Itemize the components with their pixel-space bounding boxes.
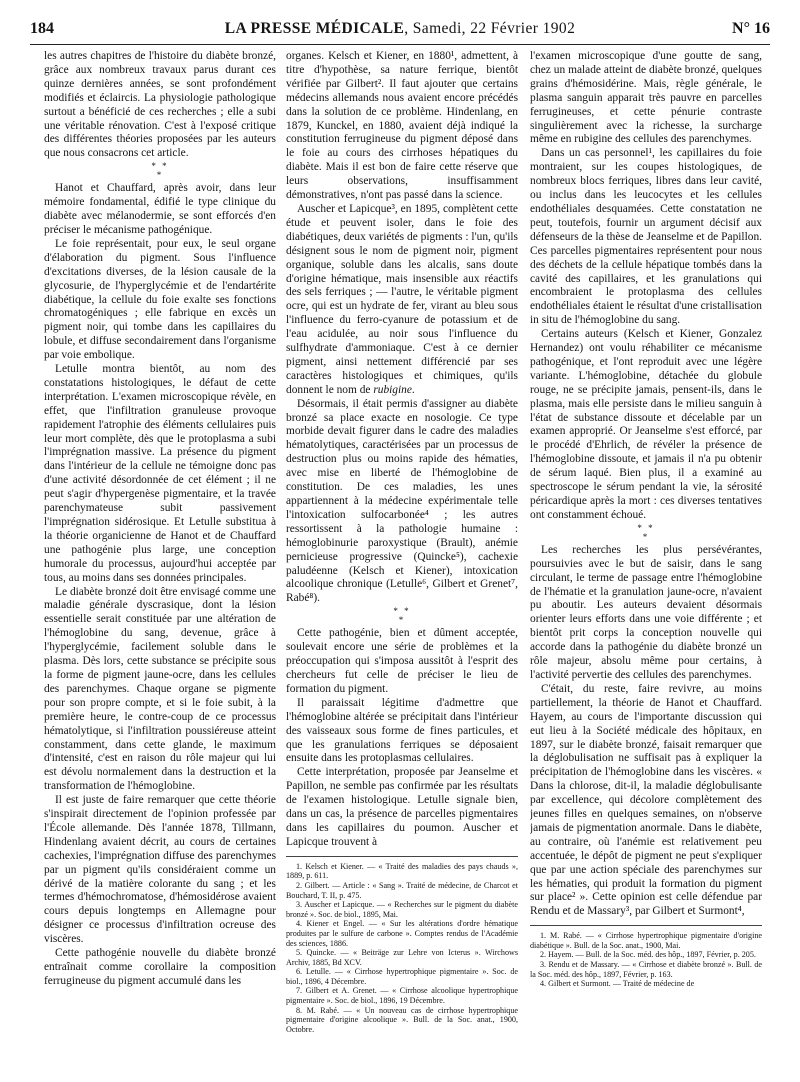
paragraph: Le diabète bronzé doit être envisagé comme une maladie générale dyscrasique, dont la lésion essentielle serait constituée par une altération de l'hémoglobine du sang, devenue, grâce à l'hyperglycémie, facilement soluble dans le plasma. Dès lors, cette substance se précipite sous la forme de pigment jaune-ocre, dans les cellules des parenchymes. Chaque organe se pigmente pour son propre compte, et si le foie subit, à la première heure, le contre-coup de ce processus hématolytique, si l'infiltration poussiéreuse atteint constamment, dans cette glande, le maximum d'intensité, c'est en raison du rôle majeur qui lui est dévolu normalement dans la destruction et la transformation de l'hémoglobine. <box>44 585 276 793</box>
paragraph: Le foie représentait, pour eux, le seul organe d'élaboration du pigment. Sous l'influence d'excitations diverses, de la lésion causale de la glycosurie, de l'hyperglycémie et de l'endartérite diabétique, la cellule du foie exalte ses fonctions chromatogéniques ; elle fabrique en excès un pigment noir, qui tombe dans les capillaires du lobule, et diffuse secondairement dans l'organisme par voie embolique. <box>44 237 276 362</box>
paragraph: Dans un cas personnel¹, les capillaires du foie montraient, sur les coupes histologiques, de nombreux blocs ferriques, libres dans leur cavité, ou inclus dans les leucocytes et les cellules endothéliales desquamées. Cette constatation ne peut, toutefois, fournir un argument décisif aux défenseurs de la thèse de Jeanselme et de Papillon. Ces parcelles pigmentaires représentent pour nous des déchets de la cellule hépatique tombés dans la cavité des capillaires, et les granulations qui encombraient le protoplasma des cellules endothéliales étaient le résultat d'une cristallisation in situ de l'hémoglobine du sang. <box>530 147 762 327</box>
column-left <box>44 50 276 1080</box>
page-number: 184 <box>30 20 54 37</box>
paragraph: Cette pathogénie, bien et dûment acceptée, soulevait encore une série de problèmes et la préoccupation qui s'imposa aussitôt à l'esprit des chercheurs fut celle de préciser le lieu de formation du pigment. <box>286 627 518 695</box>
paragraph: Il paraissait légitime d'admettre que l'hémoglobine altérée se précipitait dans l'intérieur des vaisseaux sous forme de fines particules, et que les granulations ferriques se déposaient ensuite dans les protoplasmas cellulaires. <box>286 696 518 765</box>
footnote: 2. Gilbert. — Article : « Sang ». Traité de médecine, de Charcot et Bouchard, T. II, p. 475. <box>286 880 518 900</box>
paragraph: Les recherches les plus persévérantes, poursuivies avec le but de saisir, dans le sang circulant, le terme de passage entre l'hémoglobine de l'hématie et la granulation jaune-ocre, n'avaient pu aboutir. Les auteurs devaient désormais orienter leurs efforts dans une voie différente ; et bientôt prit corps la conception nouvelle qui accorde dans la pathogénie du diabète bronzé un rôle majeur, absolu même pour certains, à l'activité pervertie des cellules des parenchymes. <box>530 543 762 681</box>
paragraph: C'était, du reste, faire revivre, au moins partiellement, la théorie de Hanot et Chauffard. Hayem, au cours de l'importante discussion qui eut lieu à la Société médicale des hôpitaux, en 1897, sur le diabète bronzé, faisait remarquer que la déglobulisation ne suffisait pas à expliquer la précipitation de l'hémoglobine dans les viscères. « Dans la chlorose, dit-il, la maladie déglobulisante par excellence, qui décolore complètement des jeunes filles en quelques semaines, on n'observe jamais de pigmentation anormale. Dans le diabète, au contraire, où l'anémie est relativement peu accentuée, le dépôt de pigment ne peut s'expliquer que par une action spéciale des parenchymes sur les hématies, qui produit la formation du pigment sur place² ». Cette opinion est celle défendue par Rendu et de Massary³, par Gilbert et Surmont⁴, <box>530 682 762 918</box>
paragraph <box>286 203 518 398</box>
footnote: 1. M. Rabé. — « Cirrhose hypertrophique pigmentaire d'origine diabétique ». Bull. de la Soc. anat., 1900, Mai. <box>530 931 762 950</box>
footnote: 2. Hayem. — Bull. de la Soc. méd. des hôp., 1897, Février, p. 205. <box>540 950 756 960</box>
footnote: 4. Kiener et Engel. — « Sur les altérations d'ordre hématique produites par le sulfure de carbone ». Comptes rendus de l'Académie des sciences, 1886. <box>286 919 518 948</box>
column-middle <box>286 50 518 1080</box>
running-title <box>30 20 770 38</box>
footnote: 7. Gilbert et A. Grenet. — « Cirrhose alcoolique hypertrophique pigmentaire ». Soc. de biol., 1896, 19 Décembre. <box>286 986 518 1006</box>
paragraph: Cette pathogénie nouvelle du diabète bronzé entraînait comme corollaire la composition ferrugineuse du pigment accumulé dans les <box>44 947 276 987</box>
footnote: 6. Letulle. — « Cirrhose hypertrophique pigmentaire ». Soc. de biol., 1896, 4 Décembre. <box>286 967 518 986</box>
paragraph: Il est juste de faire remarquer que cette théorie s'inspirait directement de l'opinion professée par l'École allemande. Dès l'année 1878, Tillmann, Hindenlang avaient décrit, au cours de certaines cachexies, l'imprégnation diffuse des parenchymes par un pigment qu'ils considéraient comme un dérivé de la matière colorante du sang ; et les termes d'hémochromatose, d'hémosidérose avaient cours depuis longtemps en Allemagne pour désigner ce processus d'infiltration ocreuse des viscères. <box>44 794 276 946</box>
term-rubigine: rubigine <box>373 383 412 396</box>
paragraph: Certains auteurs (Kelsch et Kiener, Gonzalez Hernandez) ont voulu réhabiliter ce mécanisme pathogénique, et l'ont reproduit avec une légère variante. L'hémoglobine, détachée du globule rouge, ne se précipite jamais, pensent-ils, dans le plasma, mais elle persiste dans le milieu sanguin à l'état de substance dissoute et décelable par un examen approprié. Or Jeanselme s'est efforcé, par le procédé d'Ehrlich, de révéler la présence de l'hémoglobine dissoute, et jamais il n'a pu obtenir de sérum laqué. Bien plus, il a examiné au spectroscope le sérum pendant la vie, la sérosité péricardique après la mort : ces diverses tentatives ont constamment échoué. <box>530 328 762 521</box>
paragraph-end: . <box>411 383 415 396</box>
paragraph: l'examen microscopique d'une goutte de sang, chez un malade atteint de diabète bronzé, quelques grains d'hémosidérine. Mais, règle générale, le plasma sanguin apparait très pauvre en parcelles ferrugineuses, et cette pénurie contraste singulièrement avec la richesse, la surcharge même en rubigine des cellules des parenchymes. <box>530 50 762 146</box>
footnote: 8. M. Rabé. — « Un nouveau cas de cirrhose hypertrophique pigmentaire d'origine alcoolique ». Bull. de la Soc. anat., 1900, Octobre. <box>286 1005 518 1034</box>
footnote-divider <box>530 925 762 926</box>
footnote: 3. Auscher et Lapicque. — « Recherches sur le pigment du diabète bronzé ». Soc. de biol., 1895, Mai. <box>286 900 518 919</box>
paragraph: les autres chapitres de l'histoire du diabète bronzé, grâce aux nombreux travaux parus durant ces quinze dernières années, se sont profondément modifiés et éclaircis. La physiologie pathologique surtout a bénéficié de ces recherches ; elle a subi une véritable rénovation. C'est à l'exposé critique des différentes théories proposées par les auteurs que nous consacrons cet article. <box>44 50 276 160</box>
footnote: 4. Gilbert et Surmont. — Traité de médecine de <box>540 979 695 989</box>
paragraph: Désormais, il était permis d'assigner au diabète bronzé sa place exacte en nosologie. Ce type morbide devait figurer dans le cadre des maladies hématolytiques, caractérisées par un processus de destruction plus ou moins rapide des hématies, avec mise en liberté de l'hémoglobine de constitution. De ces maladies, les unes appartiennent à la médecine expérimentale telle l'intoxication sulfocarbonée⁴ ; les autres ressortissent à la pathologie humaine : hémoglobinurie paroxystique (Brault), anémie pernicieuse progressive (Quincke⁵), cachexie paludéenne (Kelsch et Kiener), intoxication alcoolique chronique (Letulle⁶, Gilbert et Grenet⁷, Rabé⁸). <box>286 397 518 605</box>
paragraph: Hanot et Chauffard, après avoir, dans leur mémoire fondamental, édifié le type clinique du diabète avec mélanodermie, se sont efforcés d'en préciser le mécanisme pathogénique. <box>44 182 276 236</box>
footnote-divider <box>286 856 518 857</box>
footnote: 5. Quincke. — « Beiträge zur Lehre von Icterus ». Wirchows Archiv, 1885, Bd XCV. <box>286 948 518 967</box>
column-right <box>530 50 762 1080</box>
section-break-asterism: * * * <box>637 522 655 542</box>
paragraph: Cette interprétation, proposée par Jeanselme et Papillon, ne semble pas confirmée par les résultats de l'examen histologique. Letulle signale bien, dans un cas, la présence de parcelles pigmentaires dans les capillaires du poumon. Auscher et Lapicque trouvent à <box>286 766 518 848</box>
footnote: 3. Rendu et de Massary. — « Cirrhose et diabète bronzé ». Bull. de la Soc. méd. des hôp., 1897, Février, p. 163. <box>530 960 762 979</box>
issue-date: , Samedi, 22 Février 1902 <box>404 20 576 37</box>
paragraph-text: Auscher et Lapicque³, en 1895, complètent cette étude et peuvent isoler, dans le foie des diabétiques, deux variétés de pigments : l'un, qu'ils désignent sous le nom de pigment noir, pigment organique, soluble dans les alcalis, sans doute d'origine hématique, mais insensible aux réactifs des sels ferriques ; — l'autre, le véritable pigment ocre, qui est un hydrate de fer, virant au bleu sous l'influence du ferro-cyanure de potassium et de l'eau acidulée, au noir sous l'influence du sulfhydrate d'ammoniaque. C'est à ce dernier pigment, ainsi nettement différencié par ses caractères histologiques et chimiques, qu'ils donnent le nom de <box>286 202 518 396</box>
footnote: 1. Kelsch et Kiener. — « Traité des maladies des pays chauds », 1889, p. 611. <box>286 861 518 881</box>
journal-title: LA PRESSE MÉDICALE <box>224 20 405 37</box>
section-break-asterism: * * * <box>393 606 411 626</box>
section-break-asterism: * * * <box>151 161 169 181</box>
issue-number: N° 16 <box>732 20 770 37</box>
paragraph: Letulle montra bientôt, au nom des constatations histologiques, le défaut de cette interprétation. L'examen microscopique révèle, en effet, que l'infiltration granuleuse provoque rapidement l'atrophie des éléments cellulaires puis leur mort complète, dès que le protoplasma a subi l'imprégnation massive. La présence du pigment dans l'intérieur de la cellule ne témoigne donc pas d'une activité désordonnée de cet élément ; il ne peut s'agir d'hypergenèse pigmentaire, et la travée parenchymateuse subit passivement l'imprégnation sidérosique. Et Letulle substitua à la théorie organicienne de Hanot et de Chauffard une pathogénie plus large, une conception humorale du processus, aujourd'hui acceptée par tous, au moins dans ses données principales. <box>44 363 276 584</box>
paragraph: organes. Kelsch et Kiener, en 1880¹, admettent, à titre d'hypothèse, sa nature ferrique, bientôt vérifiée par Gilbert². Il faut ajouter que certains médecins allemands nous avaient encore précédés dans la solution de ce problème. Hindenlang, en 1879, Kunckel, en 1880, avaient déjà indiqué la constitution ferrugineuse du pigment déposé dans le foie au cours des cirrhoses hépatiques du diabète. Mais il est bon de faire cette réserve que leurs observations, insuffisamment démonstratives, n'ont pas passé dans la science. <box>286 50 518 202</box>
page-header <box>30 18 770 45</box>
